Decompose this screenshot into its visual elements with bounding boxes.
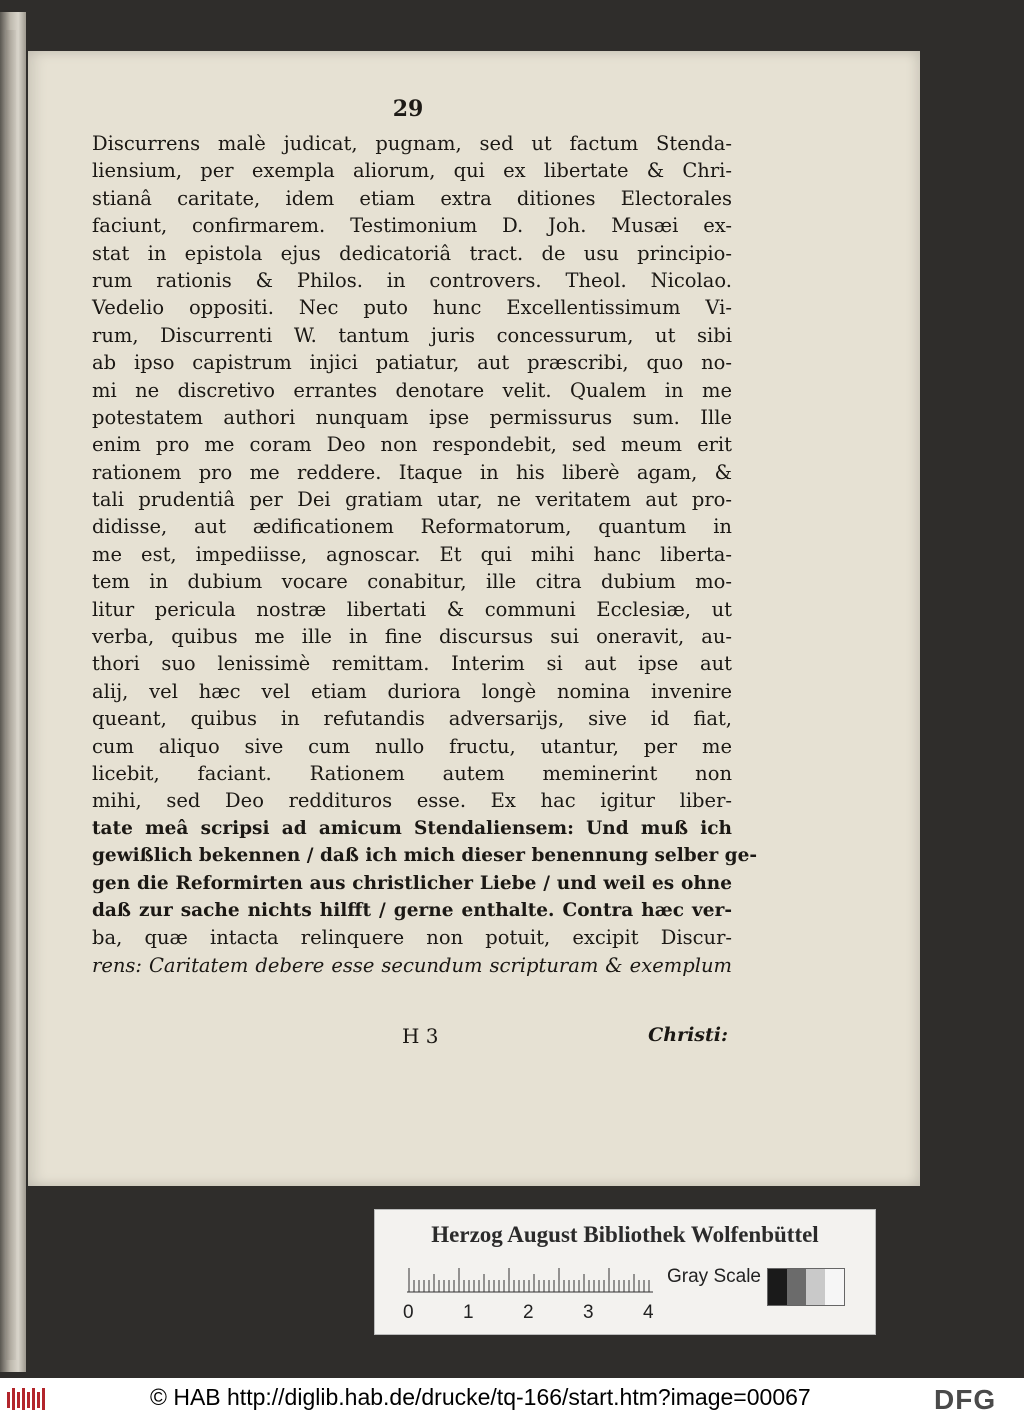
text-line: gen die Reformirten aus christlicher Liebe / und weil es ohne [92,872,732,894]
text-line: me est, impediisse, agnoscar. Et qui mihi hanc liberta- [92,542,732,566]
adjacent-page-shadow [6,30,16,1360]
ruler-number: 3 [583,1302,594,1323]
text-line: gewißlich bekennen / daß ich mich dieser benennung selber ge- [92,845,758,867]
catchword: Christi: [648,1024,728,1046]
ruler-scale [405,1267,655,1293]
text-line: cum aliquo sive cum nullo fructu, utantur, per me [92,734,732,758]
hab-logo-icon [6,1386,46,1412]
gray-swatch [768,1269,787,1305]
text-line: enim pro me coram Deo non respondebit, sed meum erit [92,433,732,457]
text-line: alij, vel hæc vel etiam duriora longè nomina invenire [92,679,732,703]
copyright-link[interactable]: © HAB http://diglib.hab.de/drucke/tq-166/start.htm?image=00067 [150,1384,811,1410]
text-line: didisse, aut ædificationem Reformatorum, quantum in [92,515,732,539]
gray-swatch [806,1269,825,1305]
catch-line [92,1024,732,1054]
text-line: verba, quibus me ille in fine discursus sui oneravit, au- [92,625,732,649]
text-line: tate meâ scripsi ad amicum Stendaliensem: Und muß ich [92,817,732,839]
library-name: Herzog August Bibliothek Wolfenbüttel [431,1222,819,1247]
text-line: licebit, faciant. Rationem autem meminerint non [92,761,732,785]
library-color-label [374,1209,876,1335]
ruler-number: 4 [643,1302,654,1323]
signature-mark: H 3 [402,1024,439,1048]
text-line: Discurrens malè judicat, pugnam, sed ut factum Stenda- [92,132,732,155]
text-line: mihi, sed Deo reddituros esse. Ex hac igitur liber- [92,789,732,813]
gray-scale-bar [767,1268,845,1306]
text-line: stianâ caritate, idem etiam extra ditiones Electorales [92,186,732,210]
ruler-numbers [403,1302,663,1326]
text-line: ab ipso capistrum injici patiatur, aut præscribi, quo no- [92,351,732,375]
text-line: daß zur sache nichts hilfft / gerne enthalte. Contra hæc ver- [92,899,732,921]
footer-bar [0,1378,1024,1419]
gray-scale-label: Gray Scale [667,1266,761,1287]
text-line: queant, quibus in refutandis adversarijs, sive id fiat, [92,707,732,731]
text-line: mi ne discretivo errantes denotare velit. Qualem in me [92,378,732,402]
text-line: stat in epistola ejus dedicatoriâ tract. de usu principio- [92,241,732,265]
text-line: rationem pro me reddere. Itaque in his liberè agam, & [92,460,732,484]
gray-swatch [787,1269,806,1305]
text-line: rens: Caritatem debere esse secundum scripturam & exemplum [92,953,732,977]
text-line: litur pericula nostræ libertati & communi Ecclesiæ, ut [92,597,732,621]
ruler-number: 1 [463,1302,474,1323]
page-number: 29 [392,96,424,122]
gray-swatch [825,1269,844,1305]
text-line: rum, Discurrenti W. tantum juris concessurum, ut sibi [92,323,732,347]
text-line: potestatem authori nunquam ipse permissurus sum. Ille [92,405,732,429]
ruler-number: 2 [523,1302,534,1323]
text-line: ba, quæ intacta relinquere non potuit, excipit Discur- [92,926,732,950]
text-line: Vedelio oppositi. Nec puto hunc Excellentissimum Vi- [92,296,732,320]
ruler-number: 0 [403,1302,414,1323]
page-text [92,130,758,979]
text-line: rum rationis & Philos. in controvers. Theol. Nicolao. [92,268,732,292]
text-line: liensium, per exempla aliorum, qui ex libertate & Chri- [92,159,732,183]
text-line: tem in dubium vocare conabitur, ille citra dubium mo- [92,570,732,594]
text-line: tali prudentiâ per Dei gratiam utar, ne veritatem aut pro- [92,488,732,512]
text-line: faciunt, confirmarem. Testimonium D. Joh. Musæi ex- [92,214,732,238]
dfg-logo: DFG [934,1384,997,1415]
text-line: thori suo lenissimè remittam. Interim si aut ipse aut [92,652,732,676]
